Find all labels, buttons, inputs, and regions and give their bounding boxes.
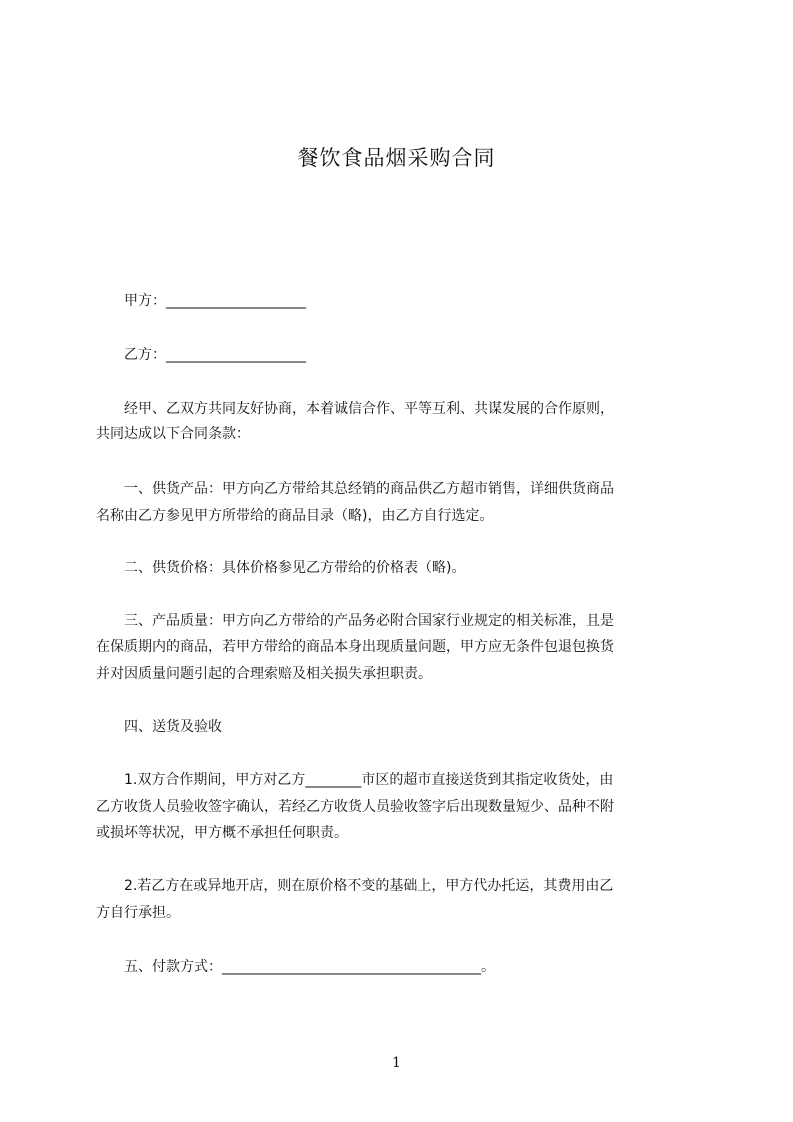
clause-3-line-2: 在保质期内的商品，若甲方带给的商品本身出现质量问题，甲方应无条件包退包换货: [96, 639, 614, 655]
preamble-line-1: 经甲、乙双方共同友好协商，本着诚信合作、平等互利、共谋发展的合作原则，: [96, 401, 614, 417]
clause-4-heading: 四、送货及验收: [96, 719, 222, 735]
clause-1-line-1: 一、供货产品：甲方向乙方带给其总经销的商品供乙方超市销售，详细供货商品: [96, 481, 614, 497]
party-a-line: 甲方：____________________: [96, 293, 306, 309]
document-title: 餐饮食品烟采购合同: [297, 146, 496, 170]
clause-1-line-2: 名称由乙方参见甲方所带给的商品目录（略)，由乙方自行选定。: [96, 508, 494, 524]
clause-4-item-2-line-1: 2.若乙方在或异地开店，则在原价格不变的基础上，甲方代办托运，其费用由乙: [96, 878, 614, 894]
clause-3-line-1: 三、产品质量：甲方向乙方带给的产品务必附合国家行业规定的相关标准，且是: [96, 613, 614, 629]
clause-4-item-1-line-1: 1.双方合作期间，甲方对乙方________市区的超市直接送货到其指定收货处，由: [96, 772, 614, 788]
clause-2-line-1: 二、供货价格：具体价格参见乙方带给的价格表（略)。: [96, 560, 466, 576]
preamble-line-2: 共同达成以下合同条款：: [96, 426, 250, 442]
clause-3-line-3: 并对因质量问题引起的合理索赔及相关损失承担职责。: [96, 666, 432, 682]
clause-4-item-1-line-3: 或损坏等状况，甲方概不承担任何职责。: [96, 825, 348, 841]
clause-4-item-1-line-2: 乙方收货人员验收签字确认，若经乙方收货人员验收签字后出现数量短少、品种不附: [96, 799, 614, 815]
clause-5-line-1: 五、付款方式：_____________________________________。: [96, 959, 495, 975]
page-number: 1: [392, 1055, 401, 1071]
party-b-line: 乙方：____________________: [96, 347, 306, 363]
clause-4-item-2-line-2: 方自行承担。: [96, 905, 180, 921]
